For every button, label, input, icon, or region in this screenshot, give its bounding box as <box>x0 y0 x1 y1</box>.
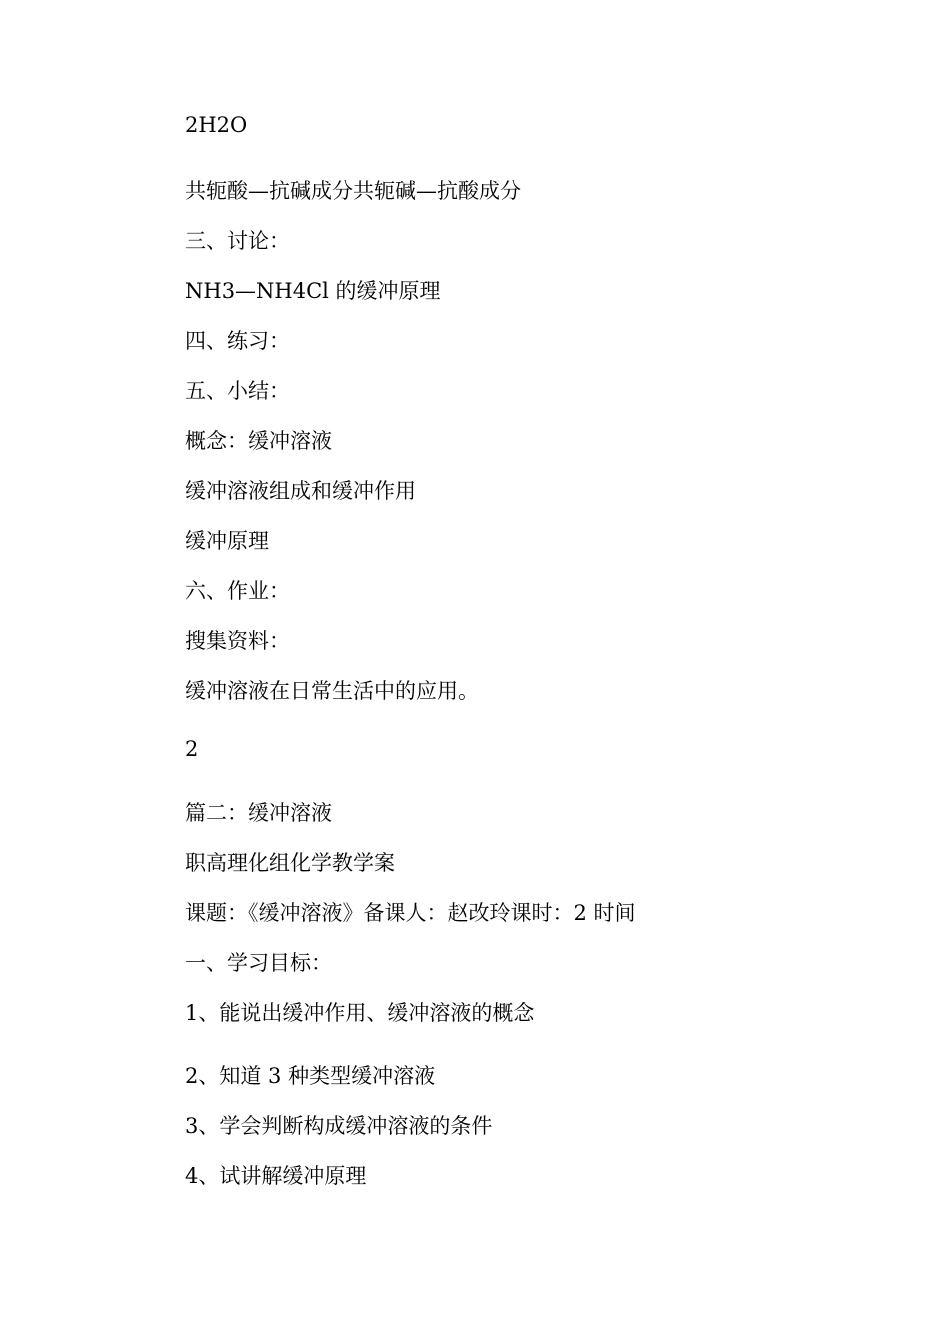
heading-discussion: 三、讨论： <box>185 229 290 253</box>
heading-summary: 五、小结： <box>185 379 290 403</box>
text-line-composition: 缓冲溶液组成和缓冲作用 <box>185 479 416 503</box>
objective-item-3: 3、学会判断构成缓冲溶液的条件 <box>185 1114 493 1138</box>
text-line-conjugate: 共轭酸—抗碱成分共轭碱—抗酸成分 <box>185 179 521 203</box>
heading-practice: 四、练习： <box>185 329 290 353</box>
objective-item-1: 1、能说出缓冲作用、缓冲溶液的概念 <box>185 1001 535 1025</box>
heading-homework: 六、作业： <box>185 579 290 603</box>
text-line-application: 缓冲溶液在日常生活中的应用。 <box>185 679 479 703</box>
objective-item-4: 4、试讲解缓冲原理 <box>185 1164 367 1188</box>
text-line-nh3-buffer: NH3—NH4Cl 的缓冲原理 <box>185 279 441 303</box>
heading-objectives: 一、学习目标： <box>185 951 332 975</box>
objective-item-2: 2、知道 3 种类型缓冲溶液 <box>185 1064 436 1088</box>
heading-part-two: 篇二：缓冲溶液 <box>185 801 332 825</box>
text-line-concept: 概念：缓冲溶液 <box>185 429 332 453</box>
text-line-group: 职高理化组化学教学案 <box>185 851 395 875</box>
text-line-principle: 缓冲原理 <box>185 529 269 553</box>
text-line-topic: 课题：《缓冲溶液》备课人：赵改玲课时：2 时间 <box>185 901 636 925</box>
text-line-collect: 搜集资料： <box>185 629 290 653</box>
page-number: 2 <box>185 737 199 761</box>
text-line-2h2o: 2H2O <box>185 113 248 137</box>
